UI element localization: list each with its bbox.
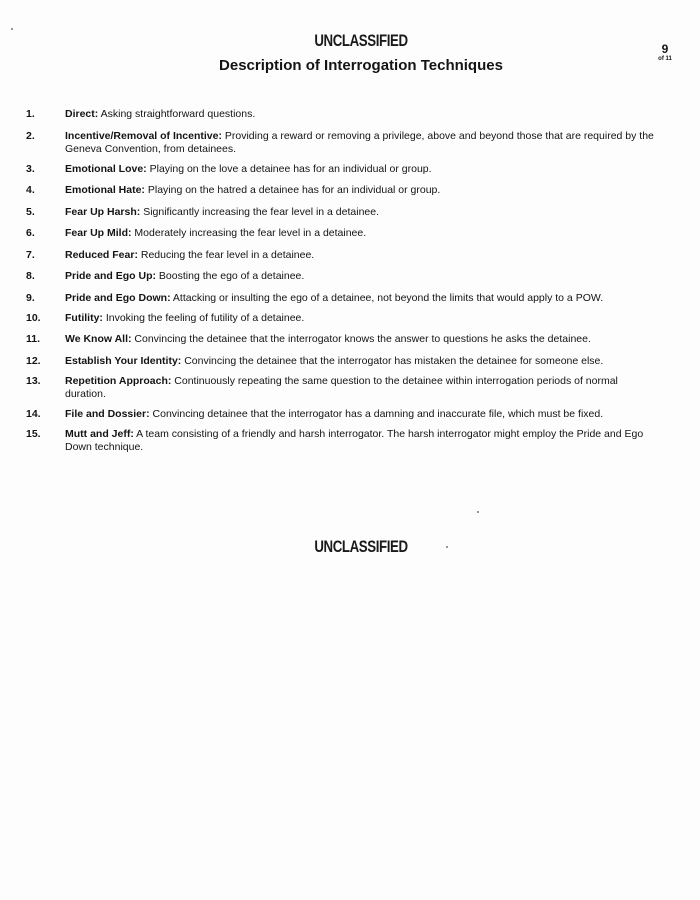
item-number: 9. xyxy=(26,291,35,304)
technique-description: Playing on the hatred a detainee has for an individual or group. xyxy=(144,184,441,196)
technique-name: Reduced Fear: xyxy=(65,248,138,261)
list-item xyxy=(26,163,660,176)
technique-name: Direct: xyxy=(65,108,99,120)
list-item xyxy=(26,108,660,121)
list-item xyxy=(26,206,660,219)
technique-name: Pride and Ego Down: xyxy=(65,291,171,304)
technique-name: Establish Your Identity: xyxy=(65,354,182,367)
technique-description: Invoking the feeling of futility of a detainee. xyxy=(102,311,305,324)
list-item xyxy=(26,355,660,368)
list-item xyxy=(26,333,660,346)
page-title: Description of Interrogation Techniques xyxy=(219,57,503,74)
technique-name: Mutt and Jeff: xyxy=(65,427,134,440)
item-number: 12. xyxy=(26,354,41,367)
scan-speck xyxy=(477,511,479,513)
techniques-list xyxy=(26,108,660,461)
technique-name: Emotional Hate: xyxy=(65,184,145,196)
technique-name: Pride and Ego Up: xyxy=(65,270,157,282)
list-item xyxy=(26,227,660,240)
item-number: 3. xyxy=(26,162,35,175)
item-number: 5. xyxy=(26,205,35,218)
list-item xyxy=(26,184,660,197)
technique-description: Boosting the ego of a detainee. xyxy=(156,270,305,282)
list-item xyxy=(26,292,660,305)
technique-description: Continuously repeating the same question to the detainee within interrogation periods of normal duration. xyxy=(65,374,618,400)
technique-name: Repetition Approach: xyxy=(65,374,172,387)
page-number-value: 9 xyxy=(661,42,669,56)
technique-name: Incentive/Removal of Incentive: xyxy=(65,129,222,142)
list-item xyxy=(26,312,660,325)
technique-description: Convincing detainee that the interrogator has a damning and inaccurate file, which must be fixed. xyxy=(149,407,604,420)
list-item xyxy=(26,408,660,421)
technique-description: A team consisting of a friendly and harsh interrogator. The harsh interrogator might employ the Pride and Ego Down technique. xyxy=(65,427,644,453)
list-item xyxy=(26,130,660,156)
item-number: 15. xyxy=(26,427,41,440)
technique-name: Emotional Love: xyxy=(65,162,147,175)
technique-name: File and Dossier: xyxy=(65,407,150,420)
technique-description: Convincing the detainee that the interrogator has mistaken the detainee for someone else. xyxy=(181,354,604,367)
technique-name: Fear Up Mild: xyxy=(65,227,132,239)
list-item xyxy=(26,375,660,401)
list-item xyxy=(26,270,660,283)
scan-speck xyxy=(446,546,448,548)
technique-name: Futility: xyxy=(65,311,103,324)
item-number: 13. xyxy=(26,374,41,387)
technique-description: Reducing the fear level in a detainee. xyxy=(137,248,315,261)
item-number: 10. xyxy=(26,311,41,324)
technique-description: Playing on the love a detainee has for an individual or group. xyxy=(146,162,432,175)
technique-description: Attacking or insulting the ego of a detainee, not beyond the limits that would apply to a POW. xyxy=(170,291,604,304)
item-number: 8. xyxy=(26,270,35,282)
page-total: of 11 xyxy=(658,56,672,62)
item-number: 14. xyxy=(26,407,41,420)
item-number: 11. xyxy=(26,333,41,345)
technique-description: Providing a reward or removing a privilege, above and beyond those that are required by the Geneva Convention, from detainees. xyxy=(65,129,654,155)
technique-name: We Know All: xyxy=(65,333,132,345)
scan-speck xyxy=(11,28,13,30)
item-number: 6. xyxy=(26,227,35,239)
list-item xyxy=(26,428,660,454)
technique-description: Convincing the detainee that the interrogator knows the answer to questions he asks the detainee. xyxy=(131,333,591,345)
item-number: 2. xyxy=(26,129,35,142)
item-number: 7. xyxy=(26,248,35,261)
technique-description: Moderately increasing the fear level in a detainee. xyxy=(131,227,367,239)
technique-name: Fear Up Harsh: xyxy=(65,205,141,218)
item-number: 4. xyxy=(26,184,35,196)
classification-marking-top: UNCLASSIFIED xyxy=(314,31,408,50)
item-number: 1. xyxy=(26,108,35,120)
technique-description: Asking straightforward questions. xyxy=(98,108,256,120)
technique-description: Significantly increasing the fear level in a detainee. xyxy=(140,205,380,218)
classification-marking-bottom: UNCLASSIFIED xyxy=(314,537,408,556)
list-item xyxy=(26,249,660,262)
